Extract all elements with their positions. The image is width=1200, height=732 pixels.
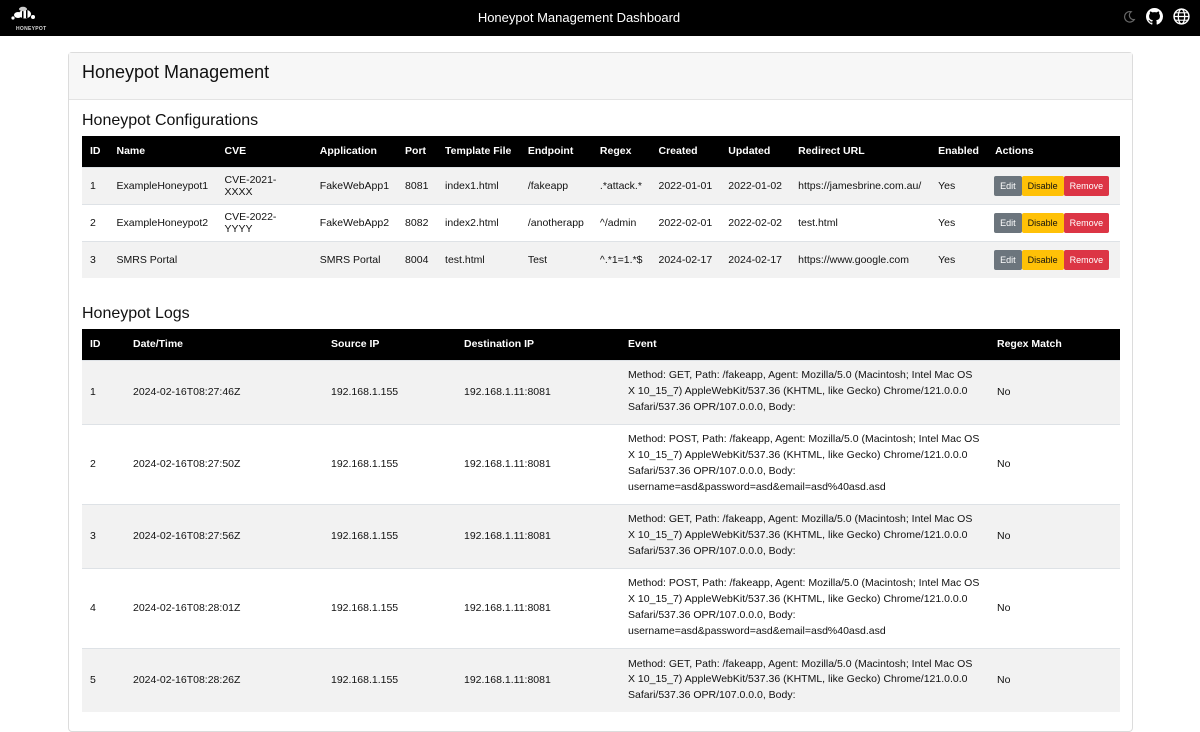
log-cell-source: 192.168.1.155: [323, 568, 456, 648]
remove-button[interactable]: Remove: [1064, 213, 1110, 233]
config-cell-cve: [216, 241, 311, 278]
config-cell-id: 2: [82, 204, 109, 241]
config-cell-application: SMRS Portal: [312, 241, 397, 278]
config-cell-template: test.html: [437, 241, 520, 278]
log-cell-datetime: 2024-02-16T08:28:26Z: [125, 648, 323, 712]
config-col-redirect-url: Redirect URL: [790, 136, 930, 167]
config-col-updated: Updated: [720, 136, 790, 167]
config-row: [82, 204, 1120, 241]
top-navbar: [0, 0, 1200, 36]
config-cell-cve: CVE-2021-XXXX: [216, 167, 311, 204]
log-cell-datetime: 2024-02-16T08:27:50Z: [125, 424, 323, 504]
remove-button[interactable]: Remove: [1064, 250, 1110, 270]
log-col-regex-match: Regex Match: [989, 329, 1120, 360]
log-cell-event: Method: GET, Path: /fakeapp, Agent: Mozilla/5.0 (Macintosh; Intel Mac OS X 10_15_7) AppleWebKit/537.36 (KHTML, like Gecko) Chrome/121.0.0.0 Safari/537.36 OPR/107.0.0.0, Body:: [620, 648, 989, 712]
config-cell-updated: 2024-02-17: [720, 241, 790, 278]
config-col-endpoint: Endpoint: [520, 136, 592, 167]
config-cell-redirect: test.html: [790, 204, 930, 241]
disable-button[interactable]: Disable: [1022, 176, 1064, 196]
log-cell-source: 192.168.1.155: [323, 648, 456, 712]
log-cell-destination: 192.168.1.11:8081: [456, 360, 620, 424]
config-cell-application: FakeWebApp2: [312, 204, 397, 241]
log-cell-destination: 192.168.1.11:8081: [456, 424, 620, 504]
log-col-date-time: Date/Time: [125, 329, 323, 360]
config-cell-regex: ^/admin: [592, 204, 651, 241]
log-cell-datetime: 2024-02-16T08:27:56Z: [125, 504, 323, 568]
config-cell-port: 8082: [397, 204, 437, 241]
github-icon[interactable]: [1146, 8, 1163, 25]
log-cell-datetime: 2024-02-16T08:28:01Z: [125, 568, 323, 648]
config-cell-id: 3: [82, 241, 109, 278]
log-cell-id: 2: [82, 424, 125, 504]
log-cell-id: 3: [82, 504, 125, 568]
config-cell-actions: [987, 204, 1120, 241]
log-row: [82, 648, 1120, 712]
config-cell-regex: .*attack.*: [592, 167, 651, 204]
config-col-id: ID: [82, 136, 109, 167]
config-cell-endpoint: /fakeapp: [520, 167, 592, 204]
config-cell-template: index1.html: [437, 167, 520, 204]
configurations-table: [82, 136, 1120, 278]
config-cell-cve: CVE-2022-YYYY: [216, 204, 311, 241]
config-cell-actions: [987, 241, 1120, 278]
log-col-source-ip: Source IP: [323, 329, 456, 360]
config-cell-name: ExampleHoneypot2: [109, 204, 217, 241]
config-cell-regex: ^.*1=1.*$: [592, 241, 651, 278]
config-cell-created: 2022-02-01: [651, 204, 721, 241]
log-cell-match: No: [989, 568, 1120, 648]
configurations-title: Honeypot Configurations: [82, 112, 259, 129]
edit-button[interactable]: Edit: [994, 176, 1022, 196]
log-col-destination-ip: Destination IP: [456, 329, 620, 360]
config-row: [82, 241, 1120, 278]
log-cell-match: No: [989, 360, 1120, 424]
brand-text: HONEYPOT: [16, 26, 47, 32]
log-cell-event: Method: POST, Path: /fakeapp, Agent: Mozilla/5.0 (Macintosh; Intel Mac OS X 10_15_7) AppleWebKit/537.36 (KHTML, like Gecko) Chrome/121.0.0.0 Safari/537.36 OPR/107.0.0.0, Body: username=asd&password=asd&email=asd%40asd.asd: [620, 568, 989, 648]
config-cell-port: 8004: [397, 241, 437, 278]
disable-button[interactable]: Disable: [1022, 213, 1064, 233]
log-cell-match: No: [989, 504, 1120, 568]
log-cell-event: Method: GET, Path: /fakeapp, Agent: Mozilla/5.0 (Macintosh; Intel Mac OS X 10_15_7) AppleWebKit/537.36 (KHTML, like Gecko) Chrome/121.0.0.0 Safari/537.36 OPR/107.0.0.0, Body:: [620, 360, 989, 424]
page-title: Honeypot Management: [69, 53, 1132, 100]
log-col-event: Event: [620, 329, 989, 360]
globe-icon[interactable]: [1173, 8, 1190, 25]
log-row: [82, 424, 1120, 504]
log-cell-source: 192.168.1.155: [323, 360, 456, 424]
config-cell-enabled: Yes: [930, 241, 987, 278]
config-cell-endpoint: Test: [520, 241, 592, 278]
config-cell-endpoint: /anotherapp: [520, 204, 592, 241]
log-cell-datetime: 2024-02-16T08:27:46Z: [125, 360, 323, 424]
disable-button[interactable]: Disable: [1022, 250, 1064, 270]
config-cell-redirect: https://www.google.com: [790, 241, 930, 278]
config-cell-name: SMRS Portal: [109, 241, 217, 278]
log-cell-destination: 192.168.1.11:8081: [456, 568, 620, 648]
config-cell-updated: 2022-02-02: [720, 204, 790, 241]
config-col-enabled: Enabled: [930, 136, 987, 167]
log-cell-source: 192.168.1.155: [323, 504, 456, 568]
log-cell-match: No: [989, 424, 1120, 504]
navbar-title: Honeypot Management Dashboard: [477, 10, 681, 25]
config-col-port: Port: [397, 136, 437, 167]
config-cell-updated: 2022-01-02: [720, 167, 790, 204]
config-col-template-file: Template File: [437, 136, 520, 167]
config-cell-actions: [987, 167, 1120, 204]
moon-icon[interactable]: [1122, 10, 1136, 24]
config-col-cve: CVE: [216, 136, 311, 167]
config-cell-application: FakeWebApp1: [312, 167, 397, 204]
config-row: [82, 167, 1120, 204]
log-row: [82, 504, 1120, 568]
config-col-actions: Actions: [987, 136, 1120, 167]
log-cell-event: Method: GET, Path: /fakeapp, Agent: Mozilla/5.0 (Macintosh; Intel Mac OS X 10_15_7) AppleWebKit/537.36 (KHTML, like Gecko) Chrome/121.0.0.0 Safari/537.36 OPR/107.0.0.0, Body:: [620, 504, 989, 568]
log-row: [82, 568, 1120, 648]
config-cell-created: 2024-02-17: [651, 241, 721, 278]
log-cell-destination: 192.168.1.11:8081: [456, 504, 620, 568]
remove-button[interactable]: Remove: [1064, 176, 1110, 196]
main-card: [68, 52, 1133, 732]
log-cell-event: Method: POST, Path: /fakeapp, Agent: Mozilla/5.0 (Macintosh; Intel Mac OS X 10_15_7) AppleWebKit/537.36 (KHTML, like Gecko) Chrome/121.0.0.0 Safari/537.36 OPR/107.0.0.0, Body: username=asd&password=asd&email=asd%40asd.asd: [620, 424, 989, 504]
config-cell-enabled: Yes: [930, 167, 987, 204]
edit-button[interactable]: Edit: [994, 250, 1022, 270]
log-cell-id: 5: [82, 648, 125, 712]
config-col-created: Created: [651, 136, 721, 167]
config-col-regex: Regex: [592, 136, 651, 167]
config-cell-redirect: https://jamesbrine.com.au/: [790, 167, 930, 204]
config-cell-name: ExampleHoneypot1: [109, 167, 217, 204]
log-cell-id: 4: [82, 568, 125, 648]
config-cell-created: 2022-01-01: [651, 167, 721, 204]
config-cell-template: index2.html: [437, 204, 520, 241]
log-col-id: ID: [82, 329, 125, 360]
log-cell-match: No: [989, 648, 1120, 712]
logs-table: [82, 329, 1120, 712]
config-cell-enabled: Yes: [930, 204, 987, 241]
log-cell-id: 1: [82, 360, 125, 424]
config-cell-id: 1: [82, 167, 109, 204]
config-col-application: Application: [312, 136, 397, 167]
config-col-name: Name: [109, 136, 217, 167]
log-cell-source: 192.168.1.155: [323, 424, 456, 504]
config-cell-port: 8081: [397, 167, 437, 204]
logs-title: Honeypot Logs: [82, 305, 190, 322]
log-cell-destination: 192.168.1.11:8081: [456, 648, 620, 712]
edit-button[interactable]: Edit: [994, 213, 1022, 233]
log-row: [82, 360, 1120, 424]
